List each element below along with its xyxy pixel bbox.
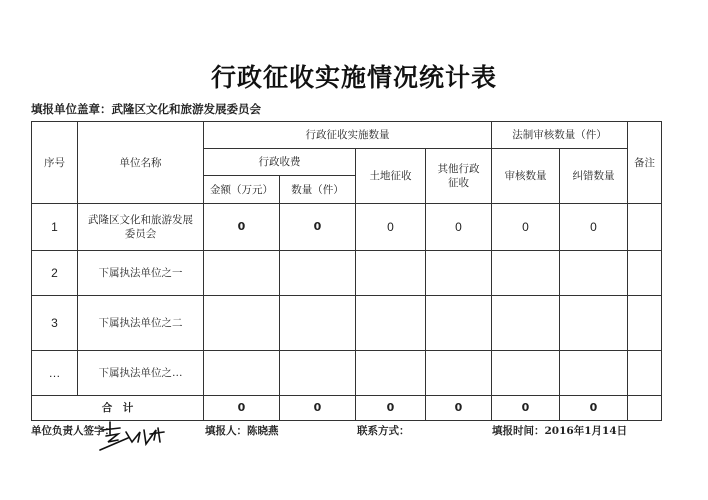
table-row [32, 204, 662, 251]
cell-correction [560, 251, 628, 296]
header-amount: 金额（万元） [204, 176, 280, 204]
total-land: 0 [356, 396, 426, 421]
handwritten-signature-icon [98, 420, 178, 460]
cell-amount [204, 251, 280, 296]
total-review: 0 [492, 396, 560, 421]
header-admin-fee: 行政收费 [204, 149, 356, 176]
cell-review [492, 296, 560, 351]
cell-seq: 3 [32, 296, 78, 351]
header-legal-review: 法制审核数量（件） [492, 122, 628, 149]
cell-unit-name: 武隆区文化和旅游发展委员会 [78, 204, 204, 251]
statistics-table [31, 121, 662, 421]
cell-quantity [280, 351, 356, 396]
cell-review [492, 351, 560, 396]
header-correction-count: 纠错数量 [560, 149, 628, 204]
date-label: 填报时间： [492, 425, 545, 437]
filler-label: 填报人： [205, 425, 247, 437]
table-row [32, 351, 662, 396]
contact-label: 联系方式： [357, 425, 410, 437]
cell-seq: … [32, 351, 78, 396]
header-remarks: 备注 [628, 122, 662, 204]
page-title: 行政征收实施情况统计表 [210, 63, 497, 92]
cell-seq: 1 [32, 204, 78, 251]
filler-line [205, 423, 279, 438]
cell-other [426, 296, 492, 351]
filler-name: 陈晓燕 [247, 425, 279, 437]
table-row [32, 296, 662, 351]
cell-quantity [280, 296, 356, 351]
header-land-expropriation: 土地征收 [356, 149, 426, 204]
header-review-count: 审核数量 [492, 149, 560, 204]
header-seq: 序号 [32, 122, 78, 204]
header-unit-name: 单位名称 [78, 122, 204, 204]
cell-remarks [628, 351, 662, 396]
contact-line [357, 423, 410, 438]
total-row [32, 396, 662, 421]
cell-land [356, 351, 426, 396]
table-row [32, 251, 662, 296]
cell-remarks [628, 296, 662, 351]
reporting-unit-value: 武隆区文化和旅游发展委员会 [111, 102, 261, 116]
header-implementation-count: 行政征收实施数量 [204, 122, 492, 149]
total-remarks [628, 396, 662, 421]
total-quantity: 0 [280, 396, 356, 421]
cell-amount: 0 [204, 204, 280, 251]
cell-quantity: 0 [280, 204, 356, 251]
cell-review: 0 [492, 204, 560, 251]
total-other: 0 [426, 396, 492, 421]
cell-remarks [628, 251, 662, 296]
total-amount: 0 [204, 396, 280, 421]
header-quantity: 数量（件） [280, 176, 356, 204]
date-line [492, 423, 627, 438]
cell-quantity [280, 251, 356, 296]
cell-other [426, 351, 492, 396]
reporting-unit-label: 填报单位盖章： [31, 102, 112, 116]
cell-amount [204, 351, 280, 396]
cell-other: 0 [426, 204, 492, 251]
cell-correction [560, 296, 628, 351]
cell-correction: 0 [560, 204, 628, 251]
cell-land [356, 251, 426, 296]
header-other-expropriation: 其他行政征收 [426, 149, 492, 204]
cell-other [426, 251, 492, 296]
cell-unit-name: 下属执法单位之二 [78, 296, 204, 351]
cell-remarks [628, 204, 662, 251]
cell-seq: 2 [32, 251, 78, 296]
total-correction: 0 [560, 396, 628, 421]
cell-unit-name: 下属执法单位之… [78, 351, 204, 396]
cell-correction [560, 351, 628, 396]
total-label: 合 计 [32, 396, 204, 421]
cell-amount [204, 296, 280, 351]
cell-land [356, 296, 426, 351]
responsible-signature-label: 单位负责人签字： [31, 425, 115, 437]
cell-unit-name: 下属执法单位之一 [78, 251, 204, 296]
date-value: 2016年1月14日 [544, 425, 628, 437]
reporting-unit-line [31, 101, 261, 117]
cell-land: 0 [356, 204, 426, 251]
cell-review [492, 251, 560, 296]
